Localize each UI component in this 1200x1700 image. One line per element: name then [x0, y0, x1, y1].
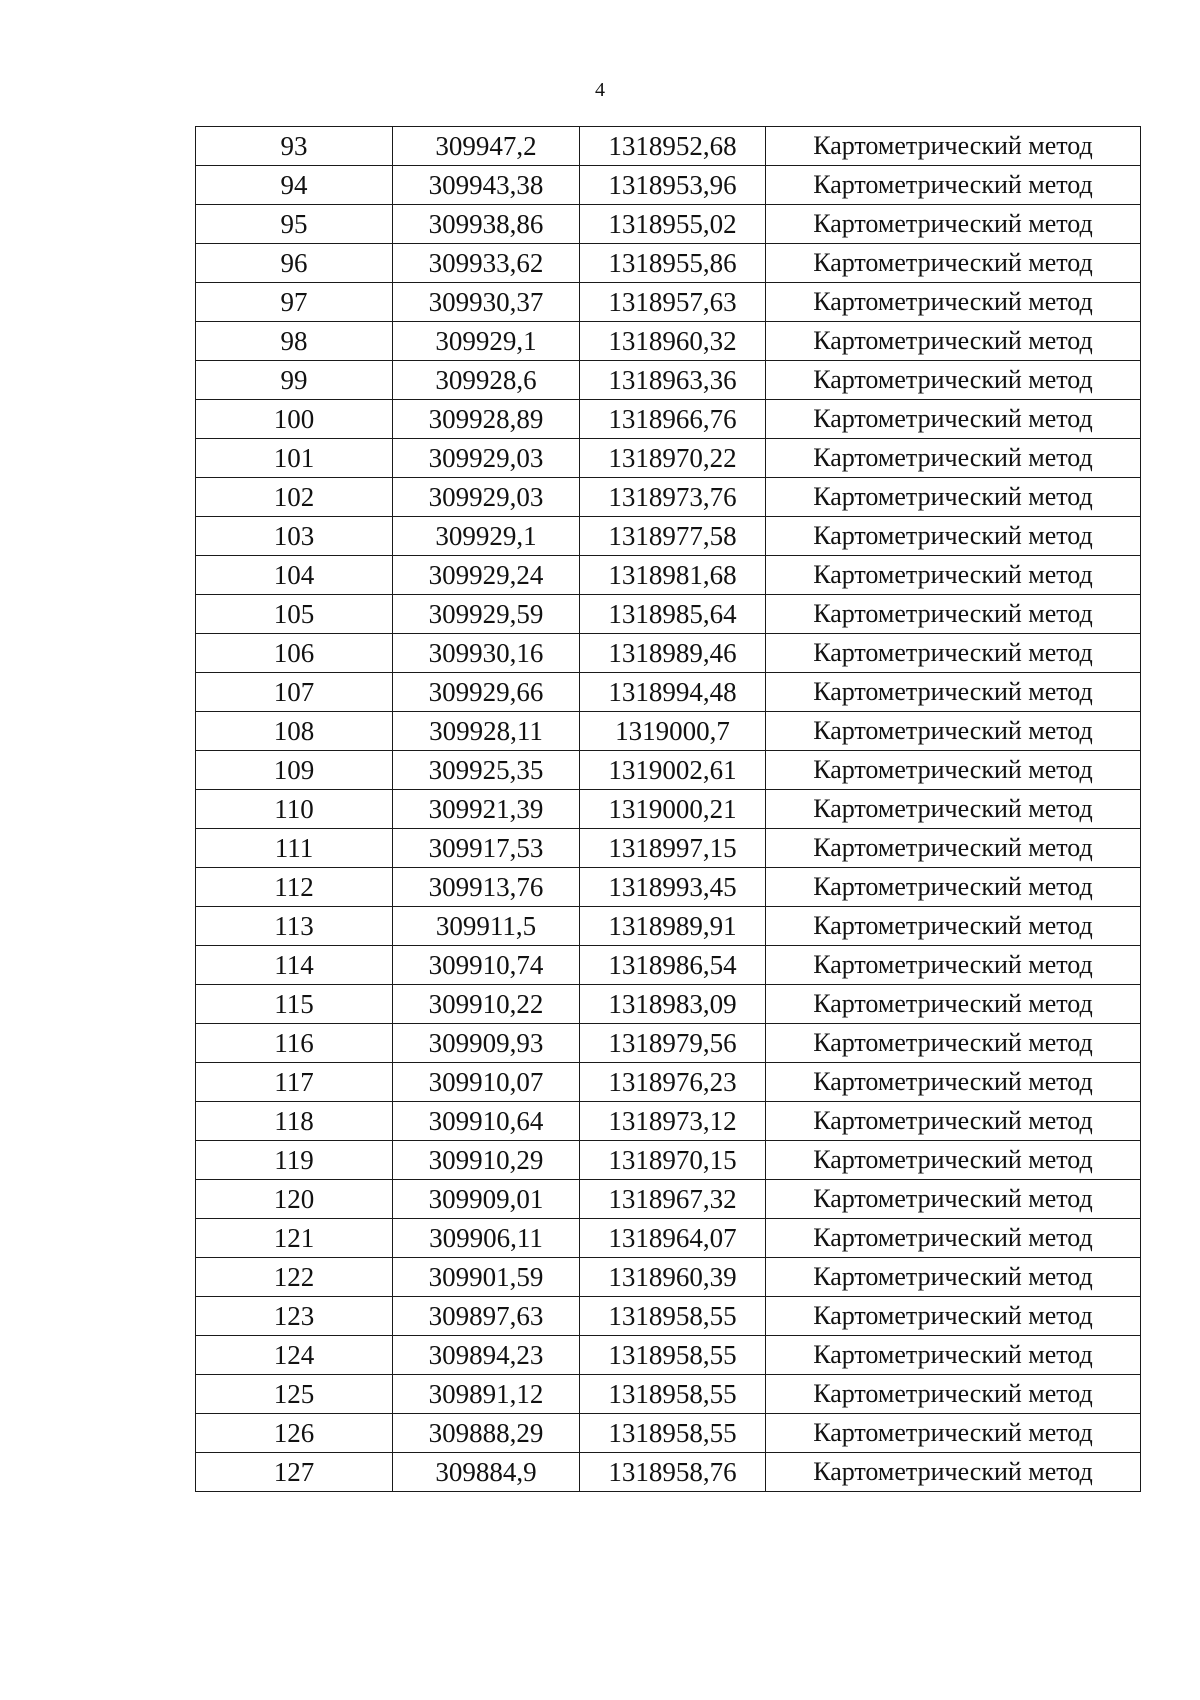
coord-x-cell: 309929,1 — [393, 322, 580, 361]
coord-x-cell: 309925,35 — [393, 751, 580, 790]
coord-x-cell: 309943,38 — [393, 166, 580, 205]
point-number-cell: 95 — [196, 205, 393, 244]
coord-y-cell: 1318973,12 — [580, 1102, 766, 1141]
table-row — [196, 1375, 1141, 1414]
method-cell: Картометрический метод — [766, 1453, 1141, 1492]
coordinates-table — [195, 126, 1141, 1492]
coord-y-cell: 1318970,15 — [580, 1141, 766, 1180]
method-cell: Картометрический метод — [766, 1375, 1141, 1414]
coord-y-cell: 1318955,86 — [580, 244, 766, 283]
coord-x-cell: 309929,24 — [393, 556, 580, 595]
coord-x-cell: 309928,89 — [393, 400, 580, 439]
point-number-cell: 117 — [196, 1063, 393, 1102]
method-cell: Картометрический метод — [766, 1297, 1141, 1336]
point-number-cell: 93 — [196, 127, 393, 166]
coord-x-cell: 309929,1 — [393, 517, 580, 556]
coord-y-cell: 1319002,61 — [580, 751, 766, 790]
coord-y-cell: 1318976,23 — [580, 1063, 766, 1102]
table-row — [196, 556, 1141, 595]
method-cell: Картометрический метод — [766, 1102, 1141, 1141]
method-cell: Картометрический метод — [766, 712, 1141, 751]
method-cell: Картометрический метод — [766, 751, 1141, 790]
table-row — [196, 1180, 1141, 1219]
coord-x-cell: 309884,9 — [393, 1453, 580, 1492]
table-row — [196, 478, 1141, 517]
table-row — [196, 1024, 1141, 1063]
coord-x-cell: 309930,16 — [393, 634, 580, 673]
point-number-cell: 101 — [196, 439, 393, 478]
coord-x-cell: 309909,01 — [393, 1180, 580, 1219]
table-row — [196, 205, 1141, 244]
method-cell: Картометрический метод — [766, 1258, 1141, 1297]
point-number-cell: 106 — [196, 634, 393, 673]
table-row — [196, 673, 1141, 712]
point-number-cell: 102 — [196, 478, 393, 517]
coord-x-cell: 309906,11 — [393, 1219, 580, 1258]
method-cell: Картометрический метод — [766, 1336, 1141, 1375]
table-row — [196, 829, 1141, 868]
point-number-cell: 122 — [196, 1258, 393, 1297]
coord-y-cell: 1318989,46 — [580, 634, 766, 673]
coord-x-cell: 309928,11 — [393, 712, 580, 751]
method-cell: Картометрический метод — [766, 1063, 1141, 1102]
table-row — [196, 1453, 1141, 1492]
table-row — [196, 361, 1141, 400]
coord-y-cell: 1318953,96 — [580, 166, 766, 205]
method-cell: Картометрический метод — [766, 166, 1141, 205]
point-number-cell: 103 — [196, 517, 393, 556]
method-cell: Картометрический метод — [766, 205, 1141, 244]
coord-y-cell: 1318958,76 — [580, 1453, 766, 1492]
point-number-cell: 123 — [196, 1297, 393, 1336]
coord-y-cell: 1318955,02 — [580, 205, 766, 244]
method-cell: Картометрический метод — [766, 244, 1141, 283]
coord-y-cell: 1318981,68 — [580, 556, 766, 595]
coord-x-cell: 309909,93 — [393, 1024, 580, 1063]
table-row — [196, 1258, 1141, 1297]
table-row — [196, 1102, 1141, 1141]
coord-y-cell: 1318986,54 — [580, 946, 766, 985]
point-number-cell: 98 — [196, 322, 393, 361]
coordinates-table-body — [196, 127, 1141, 1492]
coord-x-cell: 309910,07 — [393, 1063, 580, 1102]
coord-y-cell: 1318957,63 — [580, 283, 766, 322]
point-number-cell: 124 — [196, 1336, 393, 1375]
coord-y-cell: 1318966,76 — [580, 400, 766, 439]
table-row — [196, 751, 1141, 790]
coord-x-cell: 309910,22 — [393, 985, 580, 1024]
table-row — [196, 322, 1141, 361]
coord-x-cell: 309929,03 — [393, 478, 580, 517]
method-cell: Картометрический метод — [766, 1219, 1141, 1258]
table-row — [196, 907, 1141, 946]
coord-x-cell: 309947,2 — [393, 127, 580, 166]
coord-x-cell: 309938,86 — [393, 205, 580, 244]
table-row — [196, 1336, 1141, 1375]
table-row — [196, 595, 1141, 634]
coord-x-cell: 309910,64 — [393, 1102, 580, 1141]
method-cell: Картометрический метод — [766, 595, 1141, 634]
coord-x-cell: 309929,59 — [393, 595, 580, 634]
point-number-cell: 120 — [196, 1180, 393, 1219]
coord-x-cell: 309894,23 — [393, 1336, 580, 1375]
coord-x-cell: 309933,62 — [393, 244, 580, 283]
method-cell: Картометрический метод — [766, 361, 1141, 400]
coord-x-cell: 309928,6 — [393, 361, 580, 400]
coord-y-cell: 1318958,55 — [580, 1375, 766, 1414]
table-row — [196, 1141, 1141, 1180]
table-row — [196, 712, 1141, 751]
method-cell: Картометрический метод — [766, 322, 1141, 361]
table-row — [196, 946, 1141, 985]
coord-y-cell: 1318958,55 — [580, 1336, 766, 1375]
coord-x-cell: 309891,12 — [393, 1375, 580, 1414]
point-number-cell: 104 — [196, 556, 393, 595]
coord-y-cell: 1318989,91 — [580, 907, 766, 946]
coord-x-cell: 309913,76 — [393, 868, 580, 907]
coord-x-cell: 309917,53 — [393, 829, 580, 868]
coord-x-cell: 309911,5 — [393, 907, 580, 946]
coord-y-cell: 1318994,48 — [580, 673, 766, 712]
method-cell: Картометрический метод — [766, 283, 1141, 322]
method-cell: Картометрический метод — [766, 1141, 1141, 1180]
point-number-cell: 118 — [196, 1102, 393, 1141]
coord-x-cell: 309929,03 — [393, 439, 580, 478]
point-number-cell: 107 — [196, 673, 393, 712]
point-number-cell: 105 — [196, 595, 393, 634]
table-row — [196, 439, 1141, 478]
coord-y-cell: 1318977,58 — [580, 517, 766, 556]
table-row — [196, 244, 1141, 283]
table-row — [196, 1297, 1141, 1336]
table-row — [196, 868, 1141, 907]
coord-y-cell: 1318952,68 — [580, 127, 766, 166]
point-number-cell: 115 — [196, 985, 393, 1024]
coord-x-cell: 309921,39 — [393, 790, 580, 829]
method-cell: Картометрический метод — [766, 400, 1141, 439]
coord-y-cell: 1318964,07 — [580, 1219, 766, 1258]
method-cell: Картометрический метод — [766, 946, 1141, 985]
table-row — [196, 985, 1141, 1024]
point-number-cell: 97 — [196, 283, 393, 322]
coord-x-cell: 309897,63 — [393, 1297, 580, 1336]
table-row — [196, 283, 1141, 322]
method-cell: Картометрический метод — [766, 1180, 1141, 1219]
method-cell: Картометрический метод — [766, 790, 1141, 829]
coord-y-cell: 1318973,76 — [580, 478, 766, 517]
method-cell: Картометрический метод — [766, 634, 1141, 673]
coord-y-cell: 1318979,56 — [580, 1024, 766, 1063]
coord-y-cell: 1318960,39 — [580, 1258, 766, 1297]
coord-y-cell: 1318960,32 — [580, 322, 766, 361]
coord-x-cell: 309901,59 — [393, 1258, 580, 1297]
method-cell: Картометрический метод — [766, 907, 1141, 946]
method-cell: Картометрический метод — [766, 478, 1141, 517]
point-number-cell: 109 — [196, 751, 393, 790]
method-cell: Картометрический метод — [766, 127, 1141, 166]
method-cell: Картометрический метод — [766, 673, 1141, 712]
method-cell: Картометрический метод — [766, 556, 1141, 595]
point-number-cell: 127 — [196, 1453, 393, 1492]
coord-y-cell: 1318993,45 — [580, 868, 766, 907]
method-cell: Картометрический метод — [766, 1024, 1141, 1063]
point-number-cell: 116 — [196, 1024, 393, 1063]
point-number-cell: 99 — [196, 361, 393, 400]
point-number-cell: 100 — [196, 400, 393, 439]
coord-y-cell: 1318983,09 — [580, 985, 766, 1024]
coord-y-cell: 1318985,64 — [580, 595, 766, 634]
table-row — [196, 166, 1141, 205]
point-number-cell: 112 — [196, 868, 393, 907]
point-number-cell: 125 — [196, 1375, 393, 1414]
table-row — [196, 1414, 1141, 1453]
method-cell: Картометрический метод — [766, 985, 1141, 1024]
point-number-cell: 96 — [196, 244, 393, 283]
coord-x-cell: 309910,74 — [393, 946, 580, 985]
point-number-cell: 110 — [196, 790, 393, 829]
coord-y-cell: 1318958,55 — [580, 1414, 766, 1453]
coord-y-cell: 1319000,21 — [580, 790, 766, 829]
coord-y-cell: 1318997,15 — [580, 829, 766, 868]
table-row — [196, 400, 1141, 439]
coord-y-cell: 1318967,32 — [580, 1180, 766, 1219]
point-number-cell: 111 — [196, 829, 393, 868]
coord-x-cell: 309910,29 — [393, 1141, 580, 1180]
point-number-cell: 126 — [196, 1414, 393, 1453]
method-cell: Картометрический метод — [766, 868, 1141, 907]
coord-x-cell: 309929,66 — [393, 673, 580, 712]
coord-x-cell: 309930,37 — [393, 283, 580, 322]
coord-x-cell: 309888,29 — [393, 1414, 580, 1453]
point-number-cell: 121 — [196, 1219, 393, 1258]
coord-y-cell: 1319000,7 — [580, 712, 766, 751]
coord-y-cell: 1318958,55 — [580, 1297, 766, 1336]
table-row — [196, 127, 1141, 166]
point-number-cell: 94 — [196, 166, 393, 205]
table-row — [196, 634, 1141, 673]
method-cell: Картометрический метод — [766, 829, 1141, 868]
table-row — [196, 1219, 1141, 1258]
coord-y-cell: 1318963,36 — [580, 361, 766, 400]
point-number-cell: 114 — [196, 946, 393, 985]
table-row — [196, 1063, 1141, 1102]
point-number-cell: 113 — [196, 907, 393, 946]
point-number-cell: 119 — [196, 1141, 393, 1180]
table-row — [196, 790, 1141, 829]
method-cell: Картометрический метод — [766, 439, 1141, 478]
point-number-cell: 108 — [196, 712, 393, 751]
method-cell: Картометрический метод — [766, 1414, 1141, 1453]
coord-y-cell: 1318970,22 — [580, 439, 766, 478]
table-row — [196, 517, 1141, 556]
page-number: 4 — [595, 79, 605, 101]
method-cell: Картометрический метод — [766, 517, 1141, 556]
